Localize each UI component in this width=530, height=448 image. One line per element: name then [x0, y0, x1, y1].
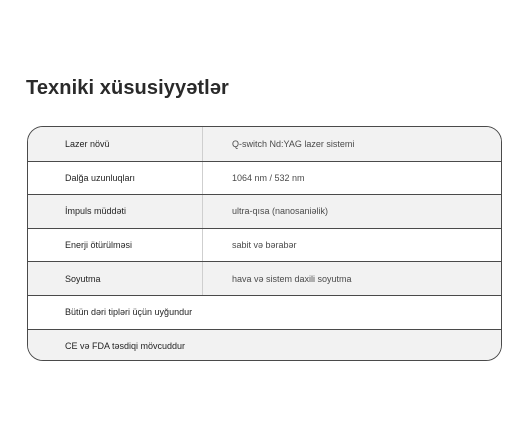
note-text: Bütün dəri tipləri üçün uyğundur	[65, 307, 193, 318]
spec-value: Q-switch Nd:YAG lazer sistemi	[232, 138, 355, 149]
spec-row-cooling	[28, 261, 501, 295]
note-text: CE və FDA təsdiqi mövcuddur	[65, 340, 186, 351]
spec-table	[27, 126, 502, 361]
spec-row-laser-type	[28, 127, 501, 161]
page-title: Texniki xüsusiyyətlər	[26, 77, 229, 99]
spec-value: hava və sistem daxili soyutma	[232, 273, 352, 284]
spec-label: Enerji ötürülməsi	[28, 229, 203, 262]
spec-label: İmpuls müddəti	[28, 195, 203, 228]
note-row-skin-types	[28, 295, 501, 329]
spec-value: ultra-qısa (nanosaniəlik)	[232, 206, 329, 217]
note-row-certification	[28, 329, 501, 361]
spec-value: 1064 nm / 532 nm	[232, 172, 305, 183]
spec-label: Lazer növü	[28, 127, 203, 161]
spec-value: sabit və bərabər	[232, 240, 297, 251]
spec-label: Dalğa uzunluqları	[28, 162, 203, 195]
spec-row-pulse-duration	[28, 194, 501, 228]
spec-label: Soyutma	[28, 262, 203, 295]
spec-row-energy-delivery	[28, 228, 501, 262]
spec-row-wavelengths	[28, 161, 501, 195]
